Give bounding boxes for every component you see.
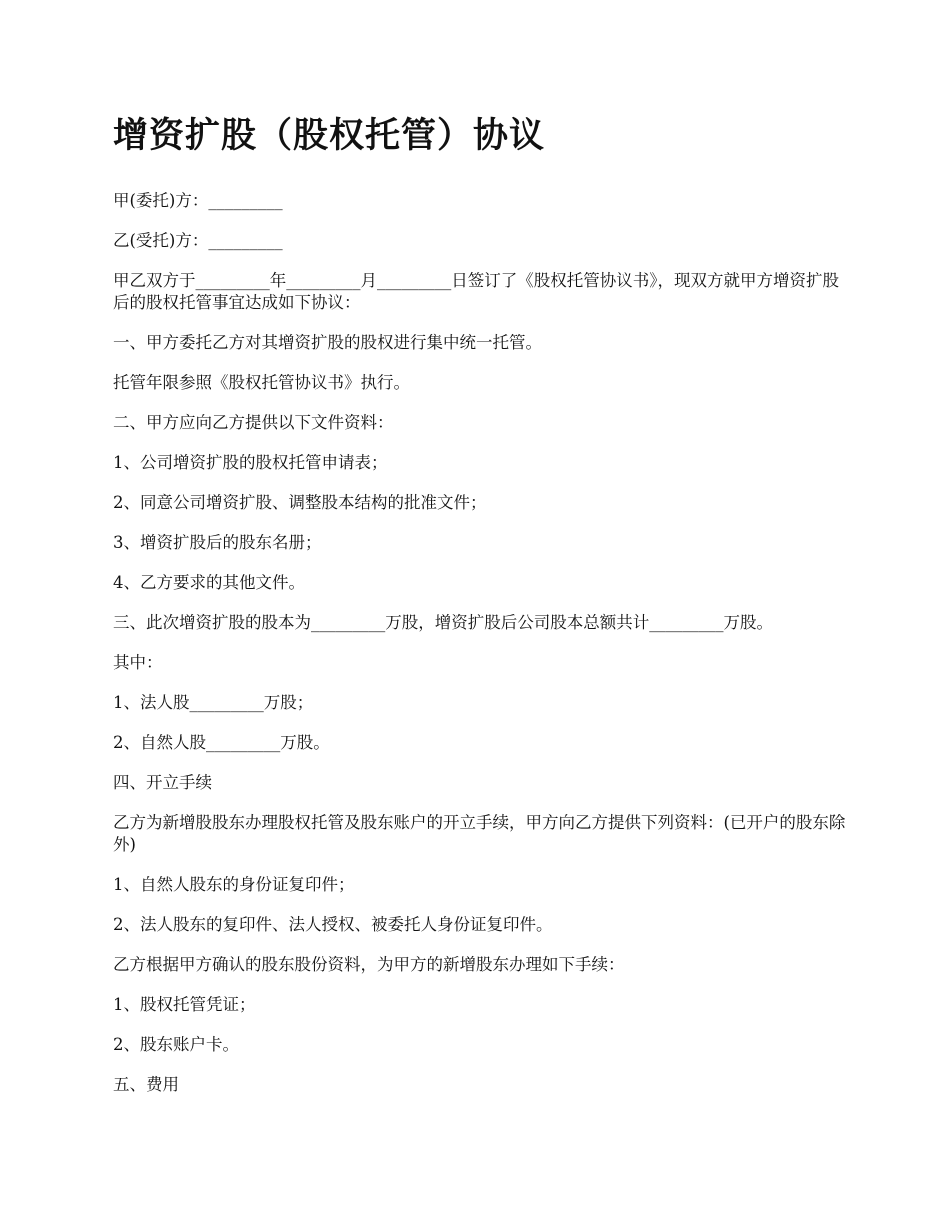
party-a-line: 甲(委托)方：_________ <box>113 191 283 210</box>
clause-4-item-1: 1、自然人股东的身份证复印件； <box>113 875 355 894</box>
document-page <box>113 112 853 1114</box>
document-title: 增资扩股（股权托管）协议 <box>113 115 546 156</box>
clause-3-item-1: 1、法人股_________万股； <box>113 693 314 712</box>
clause-4-procedures: 乙方根据甲方确认的股东股份资料，为甲方的新增股东办理如下手续： <box>113 955 625 974</box>
clause-1: 一、甲方委托乙方对其增资扩股的股权进行集中统一托管。 <box>113 333 542 352</box>
intro-paragraph: 甲乙双方于_________年_________月_________日签订了《股权托管协议书》，现双方就甲方增资扩股后的股权托管事宜达成如下协议： <box>113 271 839 312</box>
clause-4-heading: 四、开立手续 <box>113 773 212 792</box>
clause-3-item-2: 2、自然人股_________万股。 <box>113 733 330 752</box>
clause-2-item-2: 2、同意公司增资扩股、调整股本结构的批准文件； <box>113 493 487 512</box>
clause-4-proc-item-2: 2、股东账户卡。 <box>113 1035 239 1054</box>
clause-2-item-3: 3、增资扩股后的股东名册； <box>113 533 322 552</box>
clause-3-among: 其中： <box>113 653 163 672</box>
clause-4-paragraph: 乙方为新增股股东办理股权托管及股东账户的开立手续，甲方向乙方提供下列资料：(已开户的股东除外) <box>113 813 846 854</box>
clause-4-proc-item-1: 1、股权托管凭证； <box>113 995 256 1014</box>
clause-5-heading: 五、费用 <box>113 1075 179 1094</box>
clause-2: 二、甲方应向乙方提供以下文件资料： <box>113 413 394 432</box>
clause-2-item-4: 4、乙方要求的其他文件。 <box>113 573 305 592</box>
clause-3: 三、此次增资扩股的股本为_________万股，增资扩股后公司股本总额共计_________万股。 <box>113 613 773 632</box>
party-b-line: 乙(受托)方：_________ <box>113 231 283 250</box>
clause-4-item-2: 2、法人股东的复印件、法人授权、被委托人身份证复印件。 <box>113 915 553 934</box>
clause-2-item-1: 1、公司增资扩股的股权托管申请表； <box>113 453 388 472</box>
clause-1-term: 托管年限参照《股权托管协议书》执行。 <box>113 373 410 392</box>
